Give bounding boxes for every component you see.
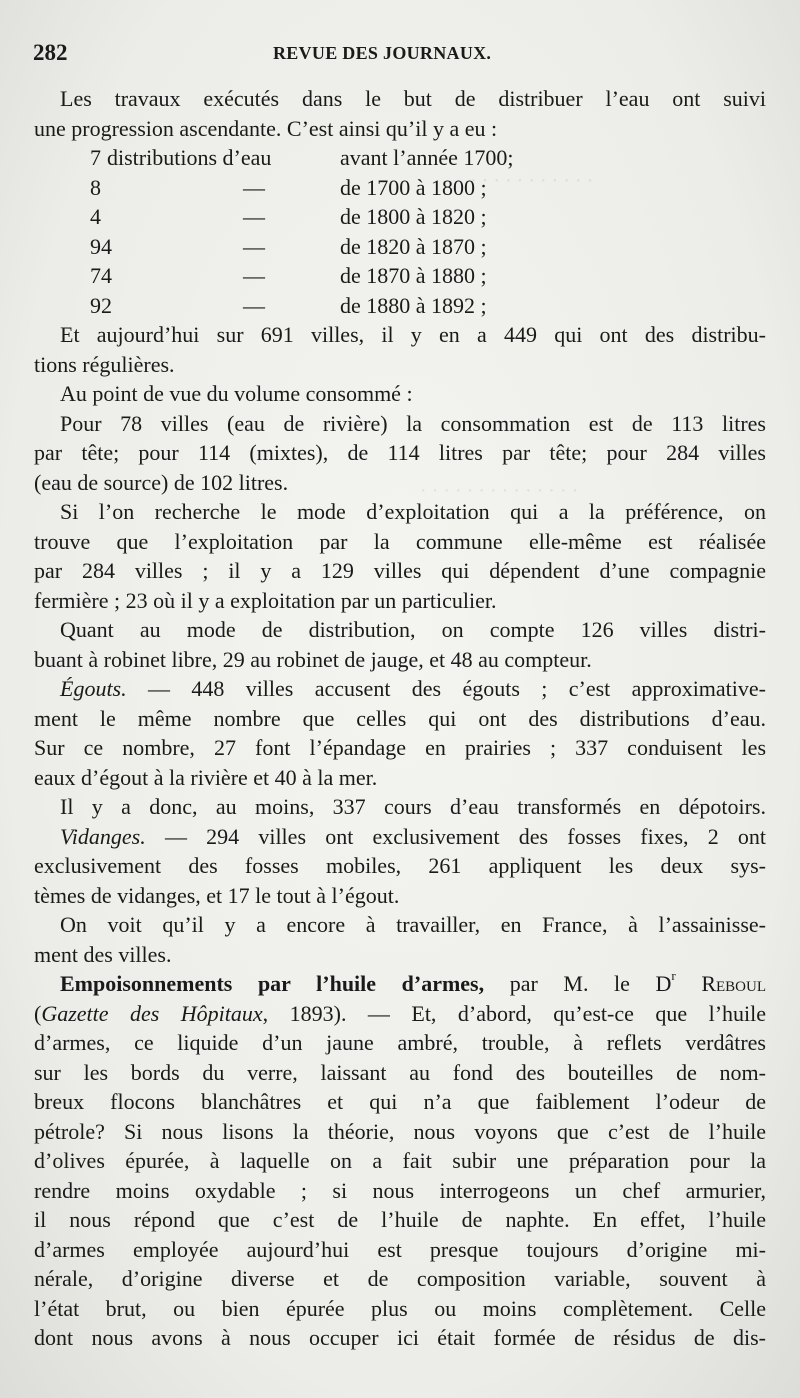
paragraph-volume-intro bbox=[34, 379, 766, 409]
paragraph-egouts bbox=[34, 674, 766, 792]
text-line: ment des villes. bbox=[34, 941, 172, 967]
text-line: Et aujourd’hui sur 691 villes, il y en a 449 qui ont des distribu- bbox=[60, 322, 766, 347]
paragraph-depotoirs bbox=[34, 792, 766, 822]
text-line bbox=[34, 822, 766, 852]
distribution-count: 94 bbox=[90, 233, 112, 259]
paragraph-exploitation bbox=[34, 497, 766, 615]
text-line: Les travaux exécutés dans le but de distribuer l’eau ont suivi bbox=[60, 86, 766, 111]
distribution-count: 4 bbox=[90, 204, 101, 229]
text-line: Quant au mode de distribution, on compte 126 villes distri- bbox=[60, 617, 766, 642]
text-line: fermière ; 23 où il y a exploitation par un particulier. bbox=[34, 587, 497, 613]
text-line: l’état brut, ou bien épurée plus ou moins complètement. Celle bbox=[34, 1295, 766, 1321]
distribution-count: 74 bbox=[90, 263, 112, 288]
text-line: sur les bords du verre, laissant au fond des bouteilles de nom- bbox=[34, 1059, 766, 1085]
distribution-row bbox=[34, 261, 766, 291]
article-author: Reboul bbox=[701, 971, 766, 996]
text-line: nérale, d’origine diverse et de composition variable, souvent à bbox=[34, 1266, 766, 1291]
text-line: trouve que l’exploitation par la commune elle-même est réalisée bbox=[34, 528, 766, 554]
page-number: 282 bbox=[33, 40, 68, 65]
text-line: il nous répond que c’est de l’huile de naphte. En effet, l’huile bbox=[34, 1207, 766, 1232]
distribution-count: 8 bbox=[90, 174, 101, 200]
section-heading-vidanges: Vidanges. bbox=[60, 823, 146, 849]
show-through-text: · · · · · · · · · · · bbox=[470, 170, 594, 192]
distribution-period: de 1820 à 1870 ; bbox=[340, 233, 487, 259]
text-line: rendre moins oxydable ; si nous interrogeons un chef armurier, bbox=[34, 1177, 766, 1203]
article-source: Gazette des Hôpitaux bbox=[41, 1000, 263, 1026]
text-line bbox=[34, 999, 766, 1029]
article-huile-d-armes bbox=[34, 969, 766, 1353]
text-line: Au point de vue du volume consommé : bbox=[60, 381, 413, 406]
running-title: REVUE DES JOURNAUX. bbox=[273, 43, 492, 63]
distribution-count: 7 bbox=[90, 145, 101, 170]
ditto-dash: — bbox=[243, 292, 265, 318]
text-line: Il y a donc, au moins, 337 cours d’eau transformés en dépotoirs. bbox=[60, 794, 766, 819]
text-line: d’armes, ce liquide d’un jaune ambré, trouble, à reflets verdâtres bbox=[34, 1030, 766, 1055]
text-line: d’olives épurée, à laquelle on a fait subir une préparation pour la bbox=[34, 1148, 766, 1173]
distribution-row bbox=[34, 173, 766, 203]
text-line: Si l’on recherche le mode d’exploitation qui a la préférence, on bbox=[60, 499, 766, 524]
ditto-dash: — bbox=[243, 263, 265, 288]
ditto-dash: — bbox=[243, 233, 265, 259]
text-span: , 1893). — Et, d’abord, qu’est-ce que l’huile bbox=[262, 1000, 767, 1026]
paragraph-conclusion bbox=[34, 910, 766, 969]
text-line bbox=[34, 969, 766, 999]
text-line: buant à robinet libre, 29 au robinet de jauge, et 48 au compteur. bbox=[34, 646, 592, 672]
distribution-period: de 1880 à 1892 ; bbox=[340, 292, 487, 318]
text-line: tèmes de vidanges, et 17 le tout à l’égout. bbox=[34, 882, 400, 908]
text-line bbox=[34, 674, 766, 704]
text-line: On voit qu’il y a encore à travailler, en France, à l’assainisse- bbox=[60, 912, 766, 937]
paragraph-distribution-mode bbox=[34, 615, 766, 674]
text-line: pétrole? Si nous lisons la théorie, nous voyons que c’est de l’huile bbox=[34, 1118, 766, 1144]
distribution-row bbox=[34, 232, 766, 262]
article-author-prefix: par M. le D bbox=[509, 971, 672, 996]
text-line: (eau de source) de 102 litres. bbox=[34, 469, 289, 495]
distribution-count: 92 bbox=[90, 292, 112, 318]
paragraph-vidanges bbox=[34, 822, 766, 911]
distribution-list bbox=[34, 143, 766, 320]
text-line: par tête; pour 114 (mixtes), de 114 litres par tête; pour 284 villes bbox=[34, 440, 766, 465]
text-line: une progression ascendante. C’est ainsi qu’il y a eu : bbox=[34, 115, 498, 141]
page-body bbox=[34, 84, 766, 1353]
distribution-period: avant l’année 1700; bbox=[340, 145, 514, 170]
text-line: ment le même nombre que celles qui ont des distributions d’eau. bbox=[34, 705, 766, 731]
text-line: Pour 78 villes (eau de rivière) la consommation est de 113 litres bbox=[60, 410, 766, 436]
paragraph-regular-distributions bbox=[34, 320, 766, 379]
text-line: par 284 villes ; il y a 129 villes qui dépendent d’une compagnie bbox=[34, 558, 766, 583]
source-open-paren: ( bbox=[34, 1000, 42, 1026]
distribution-row bbox=[34, 202, 766, 232]
show-through-text: · · · · · · · · · · · · · · bbox=[420, 480, 579, 502]
paragraph-consumption bbox=[34, 409, 766, 498]
text-line: eaux d’égout à la rivière et 40 à la mer. bbox=[34, 764, 378, 790]
ditto-dash: — bbox=[243, 174, 265, 200]
text-line: breux flocons blanchâtres et qui n’a que faiblement l’odeur de bbox=[34, 1089, 766, 1114]
text-line: dont nous avons à nous occuper ici était formée de résidus de dis- bbox=[34, 1325, 766, 1350]
page-header bbox=[33, 40, 760, 70]
text-span: — 448 villes accusent des égouts ; c’est approximative- bbox=[147, 676, 767, 701]
distribution-period: de 1700 à 1800 ; bbox=[340, 174, 487, 200]
text-span: — 294 villes ont exclusivement des fosses fixes, 2 ont bbox=[164, 823, 767, 849]
text-line: Sur ce nombre, 27 font l’épandage en prairies ; 337 conduisent les bbox=[34, 735, 766, 760]
distribution-label: distributions d’eau bbox=[107, 145, 272, 170]
distribution-period: de 1870 à 1880 ; bbox=[340, 263, 487, 288]
section-heading-egouts: Égouts. bbox=[60, 676, 127, 701]
text-line: d’armes employée aujourd’hui est presque toujours d’origine mi- bbox=[34, 1236, 766, 1262]
article-title: Empoisonnements par l’huile d’armes, bbox=[60, 971, 485, 996]
text-line: exclusivement des fosses mobiles, 261 appliquent les deux sys- bbox=[34, 853, 766, 878]
distribution-row bbox=[34, 291, 766, 321]
ditto-dash: — bbox=[243, 204, 265, 229]
text-line: tions régulières. bbox=[34, 351, 175, 377]
distribution-period: de 1800 à 1820 ; bbox=[340, 204, 487, 229]
author-title-superscript: r bbox=[671, 968, 676, 983]
paragraph-water-works bbox=[34, 84, 766, 143]
distribution-row bbox=[34, 143, 766, 173]
